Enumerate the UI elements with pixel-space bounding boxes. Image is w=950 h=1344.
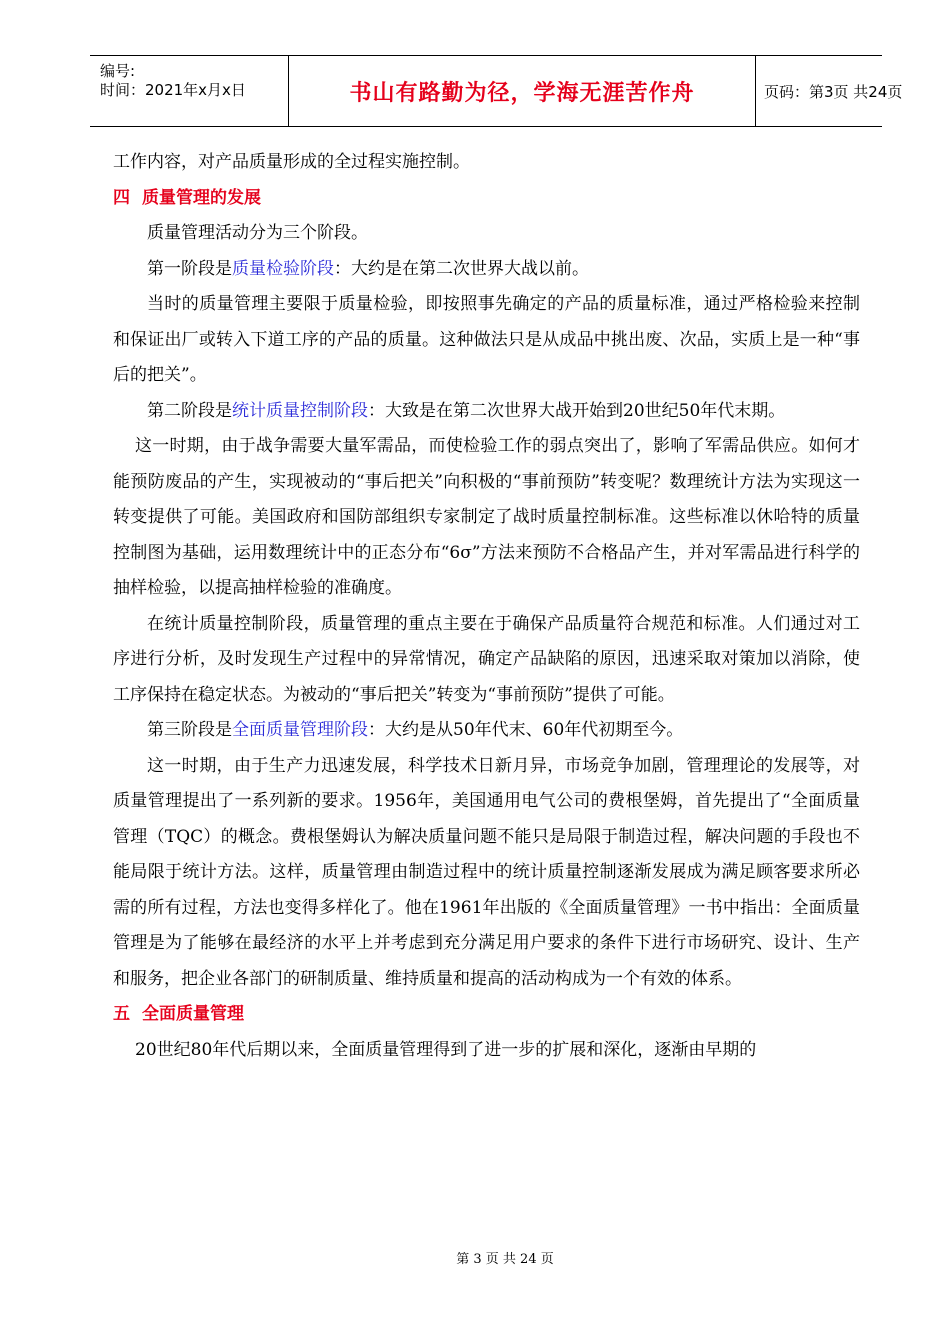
document-header [90,55,903,127]
paragraph: 这一时期，由于生产力迅速发展，科学技术日新月异，市场竞争加剧，管理理论的发展等，对质量管理提出了一系列新的要求。1956年，美国通用电气公司的费根堡姆，首先提出了“全面质量管理（TQC）的概念。费根堡姆认为解决质量问题不能只是局限于制造过程，解决问题的手段也不能局限于统计方法。这样，质量管理由制造过程中的统计质量控制逐渐发展成为满足顾客要求所必需的所有过程，方法也变得多样化了。他在1961年出版的《全面质量管理》一书中指出：全面质量管理是为了能够在最经济的水平上并考虑到充分满足用户要求的条件下进行市场研究、设计、生产和服务，把企业各部门的研制质量、维持质量和提高的活动构成为一个有效的体系。 [113,755,860,989]
paragraph-continuation: 工作内容，对产品质量形成的全过程实施控制。 [113,152,470,172]
header-meta [90,56,288,126]
section-title: 质量管理的发展 [142,187,261,208]
text: 第三阶段是 [147,720,232,740]
paragraph: 这一时期，由于战争需要大量军需品，而使检验工作的弱点突出了，影响了军需品供应。如何才能预防废品的产生，实现被动的“事后把关”向积极的“事前预防”转变呢？数理统计方法为实现这一转变提供了可能。美国政府和国防部组织专家制定了战时质量控制标准。这些标准以休哈特的质量控制图为基础，运用数理统计中的正态分布“6σ”方法来预防不合格品产生，并对军需品进行科学的抽样检验，以提高抽样检验的准确度。 [113,436,860,598]
header-motto: 书山有路勤为径，学海无涯苦作舟 [288,56,756,126]
paragraph-stage-1 [113,252,860,288]
section-number: 五 [113,1004,130,1024]
section-title: 全面质量管理 [142,1004,244,1024]
text: ：大致是在第二次世界大战开始到20世纪50年代末期。 [368,400,786,421]
page-footer: 第 3 页 共 24 页 [456,1252,554,1267]
stage-link-statistical: 统计质量控制阶段 [232,400,368,421]
paragraph: 质量管理活动分为三个阶段。 [147,223,368,243]
section-heading-4 [113,181,860,217]
paragraph-stage-3 [113,713,860,749]
paragraph-stage-2 [113,394,860,430]
text: ：大约是从50年代末、60年代初期至今。 [368,720,684,740]
text: 第一阶段是 [147,258,232,279]
section-number: 四 [113,187,130,208]
header-number-label: 编号: [100,62,136,80]
text: 第二阶段是 [147,400,232,421]
text: ：大约是在第二次世界大战以前。 [334,258,589,279]
paragraph: 20世纪80年代后期以来，全面质量管理得到了进一步的扩展和深化，逐渐由早期的 [135,1039,757,1060]
stage-link-inspection: 质量检验阶段 [232,258,334,279]
stage-link-total: 全面质量管理阶段 [232,720,368,740]
header-page-info: 页码：第3页 共24页 [764,82,903,101]
paragraph: 当时的质量管理主要限于质量检验，即按照事先确定的产品的质量标准，通过严格检验来控制和保证出厂或转入下道工序的产品的质量。这种做法只是从成品中挑出废、次品，实质上是一种“事后的把关”。 [113,294,860,385]
section-heading-5 [113,997,860,1033]
document-body [113,145,860,1068]
header-time: 时间：2021年x月x日 [100,81,246,99]
paragraph: 在统计质量控制阶段，质量管理的重点主要在于确保产品质量符合规范和标准。人们通过对工序进行分析，及时发现生产过程中的异常情况，确定产品缺陷的原因，迅速采取对策加以消除，使工序保持在稳定状态。为被动的“事后把关”转变为“事前预防”提供了可能。 [113,613,860,705]
